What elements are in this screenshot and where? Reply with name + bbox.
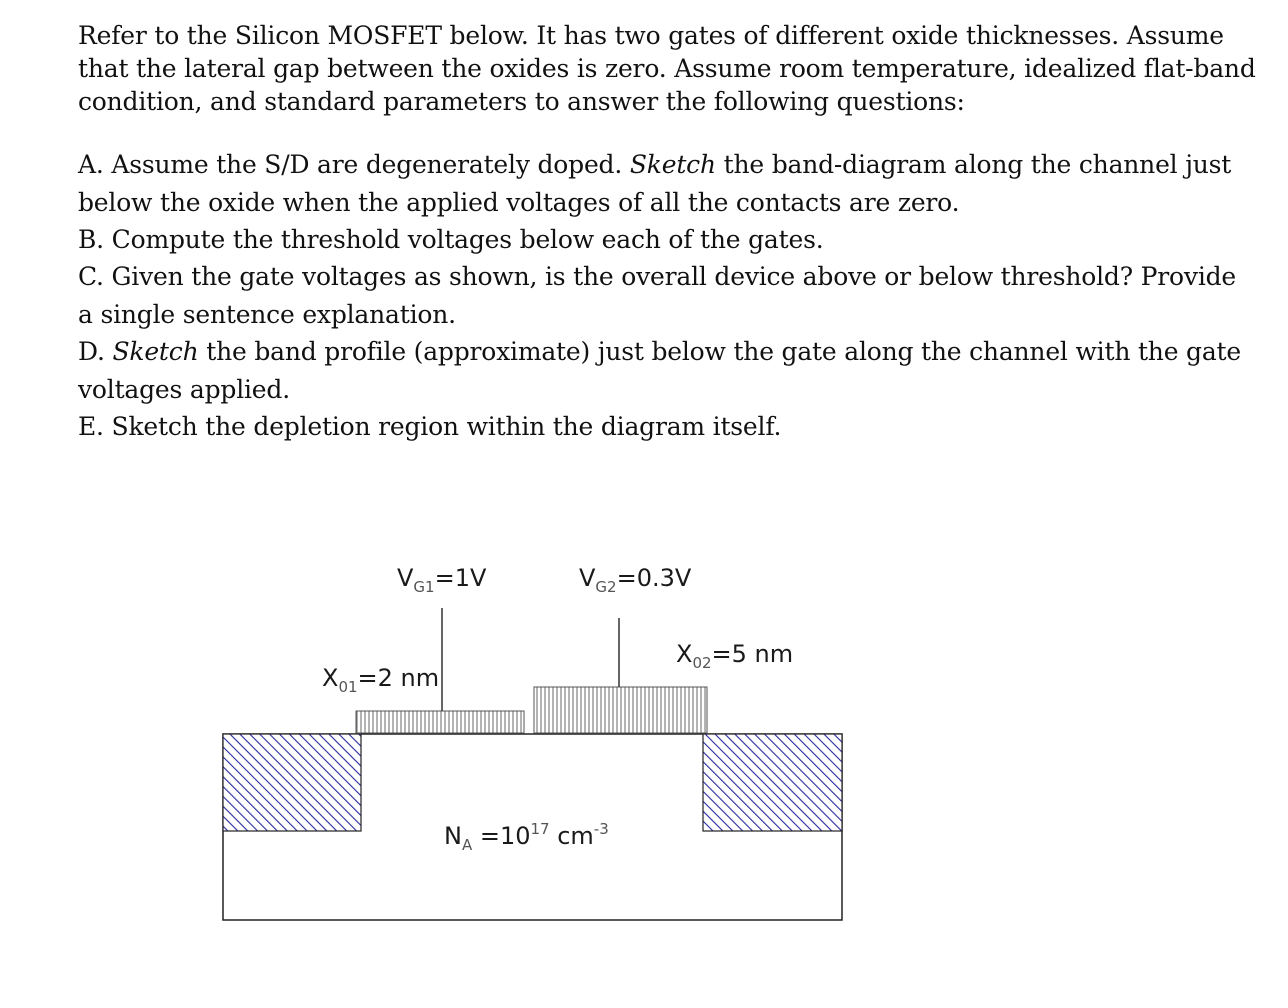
question-d-rest: the band profile (approximate) just below the gate along the channel with the gate voltages applied. (78, 337, 1242, 404)
gate2-oxide (534, 687, 707, 733)
gate1-voltage-label: $V_{G1}=1V$ (397, 564, 487, 596)
gate2-voltage-label: $V_{G2}=0.3V$ (579, 564, 692, 596)
question-e: E. Sketch the depletion region within the diagram itself. (78, 412, 782, 441)
source-region (223, 734, 361, 831)
question-d-emphasis: Sketch (112, 337, 199, 366)
question-b: B. Compute the threshold voltages below each of the gates. (78, 225, 824, 254)
question-d-prefix: D. (78, 337, 113, 366)
question-a-emphasis: Sketch (629, 150, 716, 179)
gate1-oxide (356, 711, 524, 733)
oxide1-thickness-label: $X_{01}=2$ nm (322, 664, 440, 696)
question-a-rest: the band-diagram along the channel just below the oxide when the applied voltages of all the contacts are zero. (78, 150, 1232, 217)
oxide2-thickness-label: $X_{02}=5$ nm (676, 640, 794, 672)
problem-intro: Refer to the Silicon MOSFET below. It has two gates of different oxide thicknesses. Assume that the lateral gap between the oxides is zero. Assume room temperature, idealized flat-band condition, and standard parameters to answer the following questions: (78, 21, 1256, 116)
drain-region (703, 734, 842, 831)
question-a-prefix: A. Assume the S/D are degenerately doped. (78, 150, 630, 179)
question-c: C. Given the gate voltages as shown, is the overall device above or below threshold? Provide a single sentence explanation. (78, 262, 1237, 329)
doping-label: $N_A =10^{17}$ $cm^{-3}$ (444, 820, 609, 854)
